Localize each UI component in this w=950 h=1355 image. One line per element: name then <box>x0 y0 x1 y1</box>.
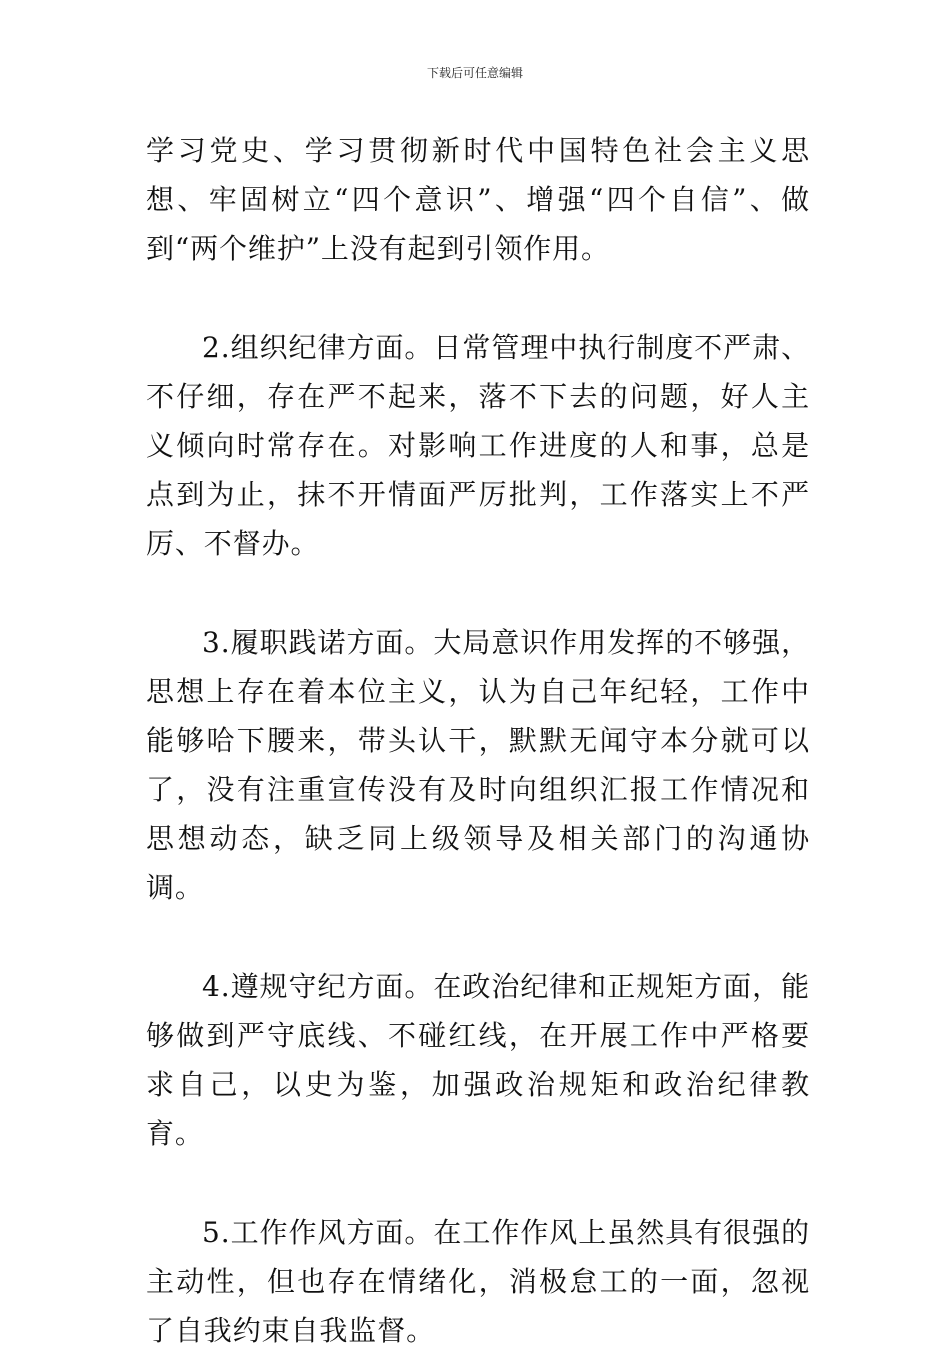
paragraph-gap <box>146 273 810 323</box>
page-header-note: 下载后可任意编辑 <box>426 66 523 80</box>
paragraph-work-style: 5.工作作风方面。在工作作风上虽然具有很强的主动性，但也存在情绪化，消极怠工的一面，忽视了自我约束自我监督。 <box>146 1216 810 1347</box>
paragraph-organizational-discipline: 2.组织纪律方面。日常管理中执行制度不严肃、不仔细，存在严不起来，落不下去的问题，好人主义倾向时常存在。对影响工作进度的人和事，总是点到为止，抹不开情面严厉批判，工作落实上不严厉、不督办。 <box>146 331 810 560</box>
paragraph-gap <box>146 568 810 618</box>
paragraph-duty-performance: 3.履职践诺方面。大局意识作用发挥的不够强，思想上存在着本位主义，认为自己年纪轻，工作中能够哈下腰来，带头认干，默默无闻守本分就可以了，没有注重宣传没有及时向组织汇报工作情况和思想动态，缺乏同上级领导及相关部门的沟通协调。 <box>146 626 810 904</box>
paragraph-rule-compliance: 4.遵规守纪方面。在政治纪律和正规矩方面，能够做到严守底线、不碰红线，在开展工作中严格要求自己，以史为鉴，加强政治规矩和政治纪律教育。 <box>146 970 810 1150</box>
paragraph-continuation: 学习党史、学习贯彻新时代中国特色社会主义思想、牢固树立“四个意识”、增强“四个自信”、做到“两个维护”上没有起到引领作用。 <box>146 134 810 265</box>
paragraph-gap <box>146 912 810 962</box>
document-body <box>146 126 810 1355</box>
paragraph-gap <box>146 1158 810 1208</box>
